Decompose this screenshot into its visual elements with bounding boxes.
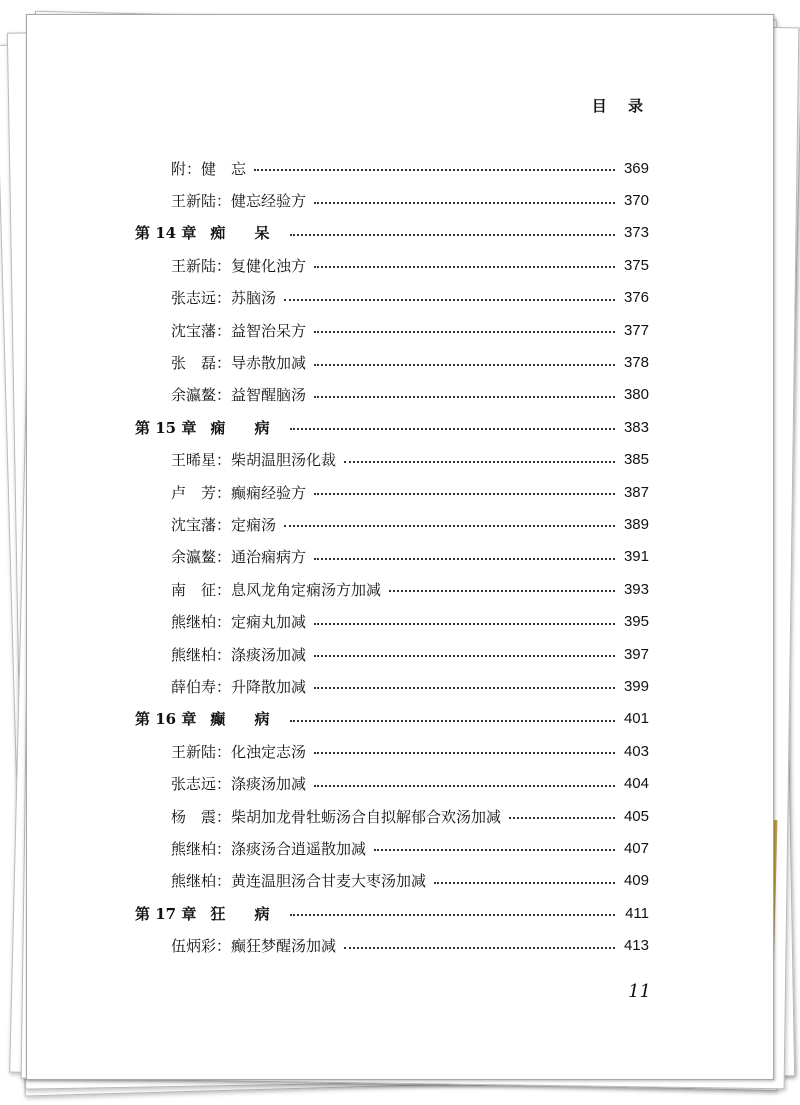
entry-title: 导赤散加减 [231,354,307,373]
toc-entry[interactable] [135,638,649,670]
entry-title: 柴胡加龙骨牡蛎汤合自拟解郁合欢汤加减 [231,807,502,826]
entry-page-number: 399 [623,677,649,695]
toc-entry[interactable] [135,670,649,702]
dot-leader [254,169,615,171]
dot-leader [314,331,615,333]
dot-leader [434,882,615,884]
toc-entry[interactable] [135,800,649,832]
dot-leader [344,947,615,949]
dot-leader [314,687,615,689]
entry-title: 定痫丸加减 [231,613,307,632]
toc-entry[interactable] [135,314,649,346]
entry-page-number: 383 [623,418,649,436]
toc-entry[interactable] [135,249,649,281]
entry-page-number: 397 [623,645,649,663]
dot-leader [314,396,615,398]
entry-page-number: 409 [623,872,649,890]
toc-entry[interactable] [135,184,649,216]
dot-leader [314,752,615,754]
entry-author: 熊继柏： [171,839,232,858]
entry-title: 涤痰汤合逍遥散加减 [231,839,367,858]
dot-leader [314,623,615,625]
toc-page [26,14,774,1080]
entry-author: 杨 震： [171,807,232,826]
toc-entry[interactable] [135,541,649,573]
dot-leader [344,461,615,463]
chapter-title: 狂 病 [210,904,282,923]
dot-leader [389,590,615,592]
chapter-title: 癫 病 [210,710,282,729]
entry-author: 王新陆： [171,256,232,275]
toc-chapter-heading[interactable] [135,411,649,443]
page-number: 11 [628,981,651,1002]
dot-leader [284,299,615,301]
dot-leader [314,493,615,495]
entry-page-number: 401 [623,710,649,728]
entry-author: 王新陆： [171,742,232,761]
toc-chapter-heading[interactable] [135,703,649,735]
toc-entry[interactable] [135,346,649,378]
entry-page-number: 389 [623,515,649,533]
entry-title: 健忘经验方 [231,192,307,211]
entry-page-number: 370 [623,192,649,210]
toc-entry[interactable] [135,476,649,508]
entry-title: 涤痰汤加减 [231,775,307,794]
entry-page-number: 385 [623,451,649,469]
dot-leader [284,525,615,527]
entry-page-number: 407 [623,839,649,857]
entry-author: 张志远： [171,289,232,308]
entry-author: 张 磊： [171,354,232,373]
toc-entry[interactable] [135,865,649,897]
dot-leader [509,817,615,819]
entry-author: 熊继柏： [171,613,232,632]
entry-page-number: 380 [623,386,649,404]
entry-title: 定痫汤 [231,515,277,534]
entry-page-number: 387 [623,483,649,501]
toc-entry[interactable] [135,444,649,476]
toc-entry[interactable] [135,767,649,799]
entry-author: 伍炳彩： [171,937,232,956]
dot-leader [290,720,615,722]
toc-entry[interactable] [135,508,649,540]
entry-page-number: 404 [623,775,649,793]
entry-author: 张志远： [171,775,232,794]
entry-page-number: 403 [623,742,649,760]
chapter-number: 第 17 章 [135,904,197,923]
entry-author: 余瀛鳌： [171,386,232,405]
dot-leader [314,266,615,268]
dot-leader [314,202,615,204]
running-head: 目 录 [591,97,651,115]
chapter-title: 痴 呆 [210,224,282,243]
entry-author: 王新陆： [171,192,232,211]
entry-title: 升降散加减 [231,677,307,696]
entry-title: 化浊定志汤 [231,742,307,761]
table-of-contents [135,152,649,962]
chapter-number: 第 16 章 [135,710,197,729]
entry-author: 薛伯寿： [171,677,232,696]
entry-page-number: 411 [625,904,649,922]
entry-page-number: 369 [623,159,649,177]
toc-entry[interactable] [135,605,649,637]
entry-title: 复健化浊方 [231,256,307,275]
toc-entry[interactable] [135,282,649,314]
toc-entry[interactable] [135,152,649,184]
entry-author: 沈宝藩： [171,321,232,340]
dot-leader [290,234,615,236]
dot-leader [314,364,615,366]
entry-title: 益智醒脑汤 [231,386,307,405]
toc-entry[interactable] [135,832,649,864]
entry-author: 熊继柏： [171,872,232,891]
chapter-number: 第 15 章 [135,418,197,437]
dot-leader [314,558,615,560]
entry-title: 柴胡温胆汤化裁 [231,451,337,470]
dot-leader [290,428,615,430]
chapter-number: 第 14 章 [135,224,197,243]
dot-leader [314,655,615,657]
toc-chapter-heading[interactable] [135,897,649,929]
entry-page-number: 376 [623,289,649,307]
toc-entry[interactable] [135,379,649,411]
toc-entry[interactable] [135,735,649,767]
entry-page-number: 413 [623,937,649,955]
dot-leader [374,849,615,851]
entry-page-number: 393 [623,580,649,598]
entry-title: 通治痫病方 [231,548,307,567]
entry-author: 沈宝藩： [171,515,232,534]
entry-page-number: 378 [623,354,649,372]
entry-author: 王晞星： [171,451,232,470]
entry-title: 癫痫经验方 [231,483,307,502]
entry-title: 益智治呆方 [231,321,307,340]
entry-author: 南 征： [171,580,232,599]
entry-title: 癫狂梦醒汤加减 [231,937,337,956]
entry-title: 涤痰汤加减 [231,645,307,664]
entry-author: 余瀛鳌： [171,548,232,567]
entry-title: 黄连温胆汤合甘麦大枣汤加减 [231,872,427,891]
entry-author: 附：健 忘 [171,159,247,178]
entry-author: 卢 芳： [171,483,232,502]
toc-chapter-heading[interactable] [135,217,649,249]
entry-title: 苏脑汤 [231,289,277,308]
entry-page-number: 391 [623,548,649,566]
dot-leader [290,914,615,916]
dot-leader [314,785,615,787]
chapter-title: 痫 病 [210,418,282,437]
entry-title: 息风龙角定痫汤方加减 [231,580,382,599]
entry-page-number: 375 [623,256,649,274]
toc-entry[interactable] [135,929,649,961]
entry-page-number: 405 [623,807,649,825]
entry-author: 熊继柏： [171,645,232,664]
toc-entry[interactable] [135,573,649,605]
entry-page-number: 395 [623,613,649,631]
entry-page-number: 377 [623,321,649,339]
entry-page-number: 373 [623,224,649,242]
